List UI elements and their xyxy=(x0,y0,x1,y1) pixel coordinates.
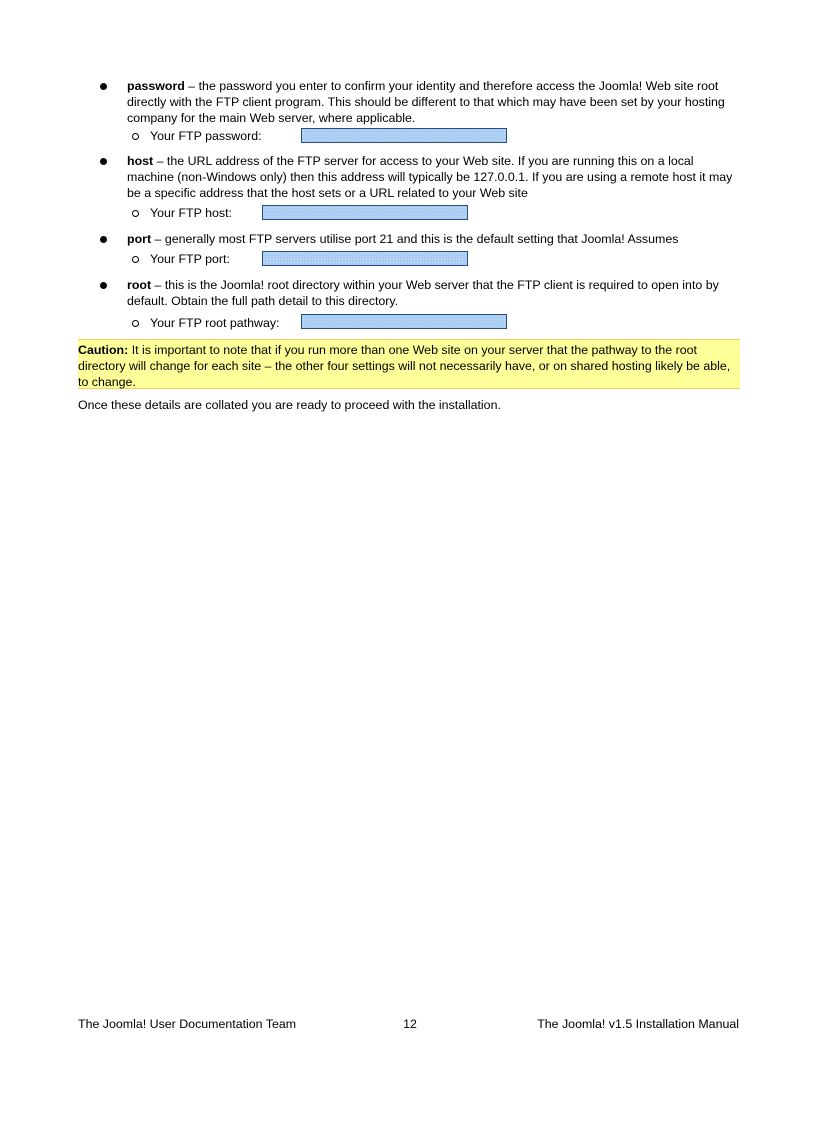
description-port: – generally most FTP servers utilise port 21 and this is the default setting that Joomla! Assumes xyxy=(151,232,679,246)
term-host: host xyxy=(127,154,154,168)
ftp-host-field[interactable] xyxy=(262,205,468,220)
list-item-host xyxy=(100,153,750,201)
bullet-icon xyxy=(100,236,107,243)
circle-bullet-icon xyxy=(132,320,139,327)
term-root: root xyxy=(127,278,152,292)
list-item-root xyxy=(100,277,750,309)
list-item-text xyxy=(127,231,742,247)
circle-bullet-icon xyxy=(132,133,139,140)
caution-label: Caution: xyxy=(78,343,129,357)
sub-item-host xyxy=(132,204,232,222)
list-item-text xyxy=(127,277,742,309)
sub-item-root xyxy=(132,314,279,332)
circle-bullet-icon xyxy=(132,210,139,217)
sub-item-password xyxy=(132,127,262,145)
description-password: – the password you enter to confirm your identity and therefore access the Joomla! Web site root directly with the FTP client program. This should be different to that which may have been set by your hosting company for the main Web server, where applicable. xyxy=(127,79,725,125)
footer-team: The Joomla! User Documentation Team xyxy=(78,1017,297,1031)
caution-body: It is important to note that if you run more than one Web site on your server that the pathway to the root directory will change for each site – the other four settings will not necessarily have, or on shared hosting likely be able, to change. xyxy=(78,343,731,389)
field-label-port: Your FTP port: xyxy=(150,252,230,266)
description-host: – the URL address of the FTP server for access to your Web site. If you are running this on a local machine (non-Windows only) then this address will typically be 127.0.0.1. If you are using a remote host it may be a specific address that the host sets or a URL related to your Web site xyxy=(127,154,733,200)
sub-item-port xyxy=(132,250,230,268)
caution-text xyxy=(78,342,740,390)
description-root: – this is the Joomla! root directory within your Web server that the FTP client is required to open into by default. Obtain the full path detail to this directory. xyxy=(127,278,719,308)
page-number: 12 xyxy=(403,1017,417,1031)
list-item-port xyxy=(100,231,750,247)
list-item-text xyxy=(127,78,742,126)
list-item-text xyxy=(127,153,742,201)
ftp-root-pathway-field[interactable] xyxy=(301,314,507,329)
bullet-icon xyxy=(100,83,107,90)
footer-manual-title: The Joomla! v1.5 Installation Manual xyxy=(537,1017,739,1031)
bullet-icon xyxy=(100,158,107,165)
circle-bullet-icon xyxy=(132,256,139,263)
field-label-password: Your FTP password: xyxy=(150,129,262,143)
field-label-host: Your FTP host: xyxy=(150,206,232,220)
ftp-port-field[interactable] xyxy=(262,251,468,266)
caution-box xyxy=(78,339,740,389)
bullet-icon xyxy=(100,282,107,289)
ftp-password-field[interactable] xyxy=(301,128,507,143)
list-item-password xyxy=(100,78,750,126)
term-port: port xyxy=(127,232,152,246)
field-label-root: Your FTP root pathway: xyxy=(150,316,280,330)
closing-paragraph: Once these details are collated you are ready to proceed with the installation. xyxy=(78,398,501,412)
term-password: password xyxy=(127,79,185,93)
